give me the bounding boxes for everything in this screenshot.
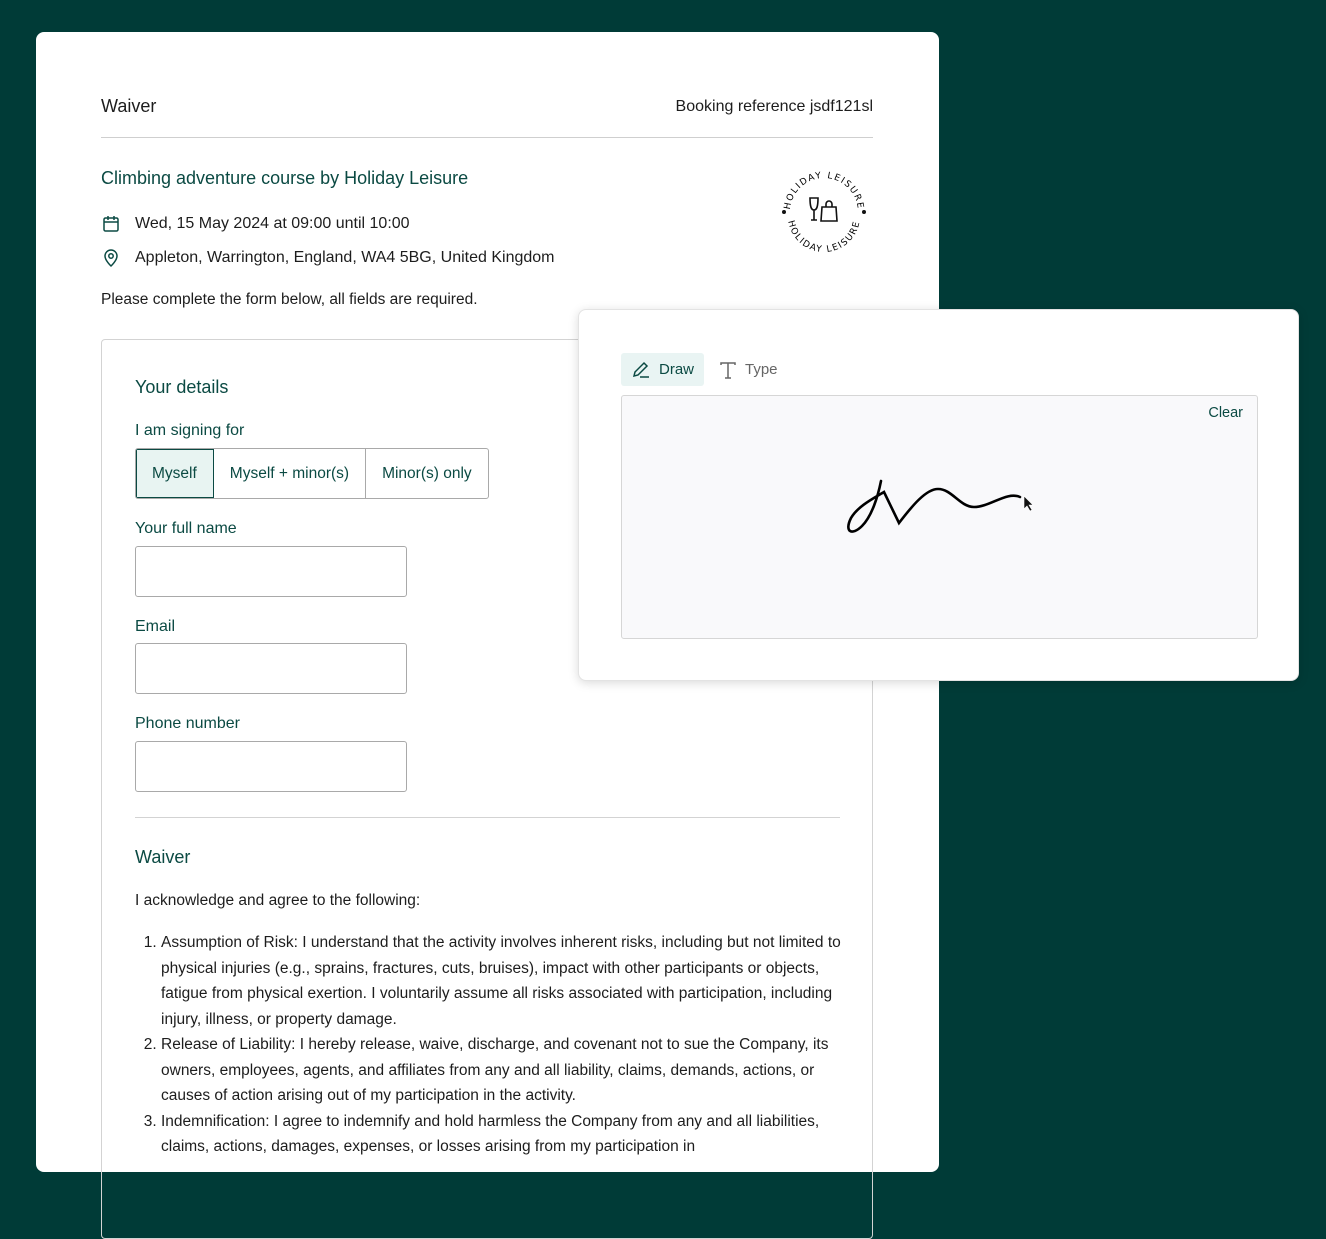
holiday-leisure-logo (776, 164, 872, 260)
svg-text:HOLIDAY LEISURE: HOLIDAY LEISURE (782, 170, 866, 211)
datetime-text: Wed, 15 May 2024 at 09:00 until 10:00 (135, 215, 410, 232)
email-input[interactable] (135, 643, 407, 694)
header (101, 94, 873, 138)
waiver-heading: Waiver (135, 847, 191, 867)
option-myself[interactable]: Myself (136, 449, 214, 498)
phone-input[interactable] (135, 741, 407, 792)
tab-draw-label: Draw (659, 361, 695, 378)
event-title: Climbing adventure course by Holiday Leisure (101, 168, 469, 188)
option-myself-plus-minors[interactable]: Myself + minor(s) (214, 449, 366, 498)
signature-canvas[interactable] (621, 395, 1258, 639)
map-pin-icon (101, 248, 121, 268)
cursor-icon (1024, 496, 1033, 511)
signature-drawing (622, 396, 1259, 640)
event-location (101, 248, 554, 268)
phone-label: Phone number (135, 715, 240, 732)
waiver-terms-list (135, 930, 845, 1160)
waiver-term: 2. Release of Liability: I hereby release, waive, discharge, and covenant not to sue the Company, its owners, employees, agents, and affiliates from any and all liability, claims, demands, actions, or causes of action arising out of my participation in the activity. (161, 1032, 845, 1109)
email-label: Email (135, 618, 176, 635)
event-datetime (101, 214, 410, 234)
svg-text:HOLIDAY LEISURE: HOLIDAY LEISURE (785, 219, 863, 256)
tab-draw[interactable] (621, 353, 704, 386)
waiver-intro: I acknowledge and agree to the following: (135, 892, 421, 909)
form-intro: Please complete the form below, all fields are required. (101, 291, 478, 308)
full-name-label: Your full name (135, 520, 237, 537)
waiver-term: 3. Indemnification: I agree to indemnify and hold harmless the Company from any and all liabilities, claims, actions, damages, expenses, or losses arising from my participation in (161, 1109, 845, 1160)
location-text: Appleton, Warrington, England, WA4 5BG, United Kingdom (135, 249, 555, 266)
tab-type-label: Type (745, 361, 778, 378)
signature-panel (578, 309, 1299, 681)
option-minors-only[interactable]: Minor(s) only (382, 464, 472, 482)
calendar-icon (101, 214, 121, 234)
text-icon (719, 360, 737, 380)
signing-for-selector (135, 448, 489, 499)
page-title: Waiver (101, 96, 157, 116)
signing-for-label: I am signing for (135, 422, 245, 439)
clear-button[interactable]: Clear (1208, 405, 1243, 421)
pen-icon (631, 360, 651, 380)
booking-reference: Booking reference jsdf121sl (675, 98, 873, 115)
tab-type[interactable] (709, 353, 788, 386)
full-name-input[interactable] (135, 546, 407, 597)
waiver-term: 1. Assumption of Risk: I understand that the activity involves inherent risks, including but not limited to physical injuries (e.g., sprains, fractures, cuts, bruises), impact with other participants or objects, fatigue from physical exertion. I voluntarily assume all risks associated with participation, including injury, illness, or property damage. (161, 930, 845, 1032)
your-details-heading: Your details (135, 377, 229, 397)
divider (135, 817, 840, 818)
